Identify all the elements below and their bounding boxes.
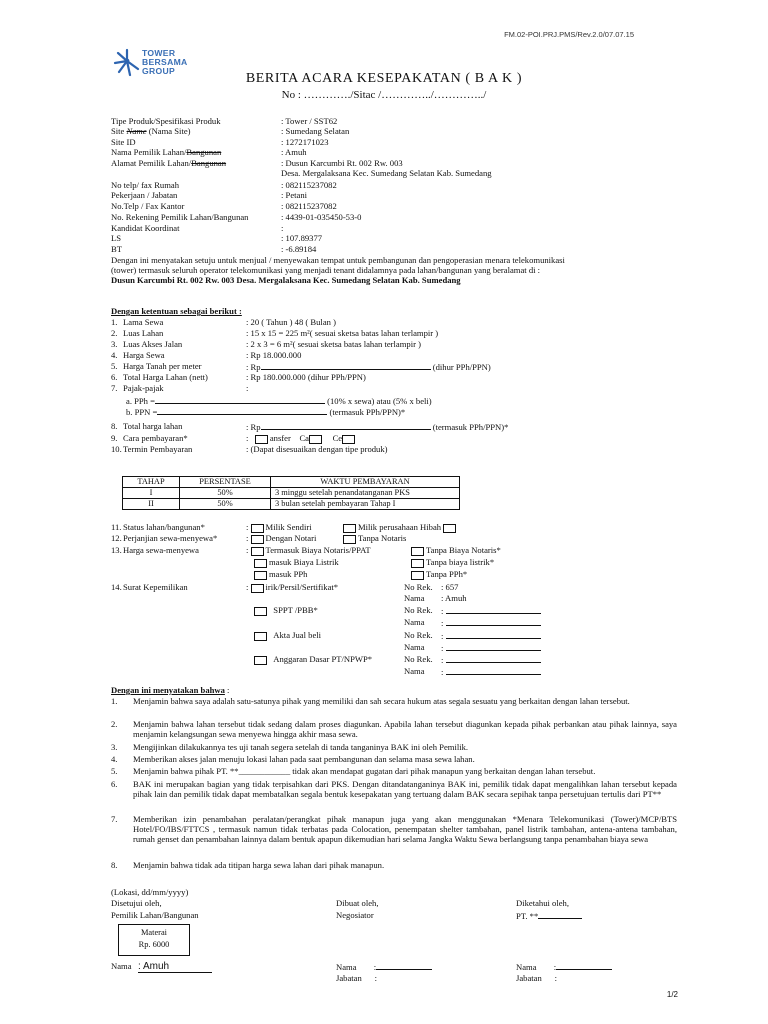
checkbox-label: SPPT /PBB* xyxy=(273,605,318,615)
acknowledger-role xyxy=(516,910,582,922)
document-code: FM.02-POI.PRJ.PMS/Rev.2.0/07.07.15 xyxy=(504,30,634,39)
term-value: : Rp xyxy=(246,362,261,372)
table-cell: 3 bulan setelah pembayaran Tahap I xyxy=(271,499,460,510)
term-label: Lama Sewa xyxy=(123,317,164,327)
blank-line[interactable] xyxy=(157,406,327,415)
field-value: : 082115237082 xyxy=(281,201,337,211)
blank-line[interactable] xyxy=(446,617,541,626)
option-label: Surat Kepemilikan xyxy=(123,582,188,592)
checkbox-label: Tanpa Notaris xyxy=(358,533,407,543)
creator-heading: Dibuat oleh, xyxy=(336,898,379,908)
field-label: Kandidat Koordinat xyxy=(111,223,180,233)
tanpa-notaris-checkbox[interactable] xyxy=(343,535,356,544)
place-date: (Lokasi, dd/mm/yyyy) xyxy=(111,887,189,897)
term-value: : 20 ( Tahun ) 48 ( Bulan ) xyxy=(246,317,336,327)
declaration-number: 3. xyxy=(111,742,118,752)
term-label: Harga Tanah per meter xyxy=(123,361,202,371)
field-value: : 082115237082 xyxy=(281,180,337,190)
table-cell: I xyxy=(123,488,180,499)
owner-name-row xyxy=(111,961,212,973)
payment-cek-checkbox[interactable] xyxy=(342,435,355,444)
checkbox-label: Tanpa PPh* xyxy=(426,569,468,579)
declaration-text: Mengijinkan dilakukannya tes uji tanah segera setelah di tanda tanganinya BAK ini oleh Pemilik. xyxy=(133,742,469,752)
option-label: Harga sewa-menyewa xyxy=(123,545,199,555)
blank-line[interactable] xyxy=(446,642,541,651)
page-number: 1/2 xyxy=(666,990,678,999)
table-row xyxy=(123,499,460,510)
option-label: Perjanjian sewa-menyewa* xyxy=(123,533,218,543)
field-label: Tipe Produk/Spesifikasi Produk xyxy=(111,116,221,126)
payment-cash-checkbox[interactable] xyxy=(309,435,322,444)
field-value: : -6.89184 xyxy=(281,244,317,254)
table-header: PERSENTASE xyxy=(180,477,271,488)
acknowledger-title-row xyxy=(516,973,557,984)
checkbox-label: Ca xyxy=(299,433,309,443)
option-number: 13. xyxy=(111,545,122,555)
option-checkbox[interactable] xyxy=(251,584,264,593)
option-checkbox[interactable] xyxy=(254,656,267,665)
blank-line[interactable] xyxy=(155,395,325,404)
field-label: Nama Pemilik Lahan/Bangunan xyxy=(111,147,222,157)
term-value: : Rp xyxy=(246,422,261,432)
doc-field-label: No Rek. xyxy=(404,582,433,592)
term-number: 9. xyxy=(111,433,118,443)
checkbox-label: Dengan Notari xyxy=(265,533,317,543)
field-value: : xyxy=(281,223,284,233)
option-checkbox[interactable] xyxy=(254,632,267,641)
doc-field-label: No Rek. xyxy=(404,654,433,664)
term-number: 2. xyxy=(111,328,118,338)
declaration-heading-row: Dengan ini menyatakan bahwa : xyxy=(111,685,230,695)
doc-field-value: : Amuh xyxy=(441,593,467,603)
title-label: Jabatan xyxy=(336,973,362,983)
option-label: Status lahan/bangunan* xyxy=(123,522,205,532)
ppn-suffix: (termasuk PPh/PPN)* xyxy=(329,407,406,417)
field-value: : Sumedang Selatan xyxy=(281,126,350,136)
term-value: : xyxy=(246,433,249,443)
term-suffix: (dihur PPh/PPN) xyxy=(432,362,491,372)
term-label: Pajak-pajak xyxy=(123,383,164,393)
declaration-text: Memberikan izin penambahan peralatan/perangkat pihak manapun juga yang akan menggunakan *Menara Telekomunikasi (Tower)/MCP/BTS Hotel/FO/IBS/FTTCS , termasuk namun tidak terbatas pada Colocation, penempatan shelter tambahan, panel listrik tambahan, antena-antena tambahan, rumah genset dan penambahan lainnya dalam bentuk apapun dikemudian hari selama Jangka Waktu Sewa berlangsung tanpa penambahan biaya sewa xyxy=(133,814,677,844)
declaration-item xyxy=(111,814,677,844)
declaration-number: 1. xyxy=(111,696,118,706)
field-value: Desa. Mergalaksana Kec. Sumedang Selatan Kab. Sumedang xyxy=(281,168,492,178)
intro-paragraph xyxy=(111,255,681,285)
declaration-number: 8. xyxy=(111,860,118,870)
term-number: 8. xyxy=(111,421,118,431)
field-label: No. Rekening Pemilik Lahan/Bangunan xyxy=(111,212,249,222)
doc-field-value: : xyxy=(441,618,444,628)
table-cell: 3 minggu setelah penandatanganan PKS xyxy=(271,488,460,499)
checkbox-label: Akta Jual beli xyxy=(273,630,322,640)
blank-line[interactable] xyxy=(261,421,431,430)
pph-label: a. PPh = xyxy=(126,396,155,406)
declaration-item xyxy=(111,766,677,776)
dengan-notaris-checkbox[interactable] xyxy=(251,535,264,544)
field-label: Pekerjaan / Jabatan xyxy=(111,190,178,200)
term-label: Total harga lahan xyxy=(123,421,183,431)
table-cell: 50% xyxy=(180,488,271,499)
doc-field-label: Nama xyxy=(404,666,425,676)
doc-field-label: Nama xyxy=(404,642,425,652)
colon: : xyxy=(554,973,558,983)
blank-line[interactable] xyxy=(446,654,541,663)
acknowledger-name-row xyxy=(516,961,612,973)
declaration-item xyxy=(111,742,677,752)
declaration-text: Menjamin bahwa tidak ada titipan harga sewa lahan dari pihak manapun. xyxy=(133,860,385,870)
checkbox-label: Tanpa biaya listrik* xyxy=(426,557,495,567)
field-value: : Dusun Karcumbi Rt. 002 Rw. 003 xyxy=(281,158,403,168)
blank-line[interactable] xyxy=(446,666,541,675)
declaration-number: 6. xyxy=(111,779,118,789)
checkbox-label: Tanpa Biaya Notaris* xyxy=(426,545,501,555)
checkbox-label: Termasuk Biaya Notaris/PPAT xyxy=(265,545,371,555)
declaration-text: Menjamin bahwa pihak PT. **____________ tidak akan mendapat gugatan dari pihak manapun yang berkaitan dengan lahan tersebut. xyxy=(133,766,596,776)
document-title: BERITA ACARA KESEPAKATAN ( B A K ) xyxy=(245,71,523,86)
approver-role: Pemilik Lahan/Bangunan xyxy=(111,910,199,920)
term-number: 4. xyxy=(111,350,118,360)
term-label: Cara pembayaran* xyxy=(123,433,188,443)
materai-amount: Rp. 6000 xyxy=(138,940,170,949)
terms-heading: Dengan ketentuan sebagai berikut : xyxy=(111,306,242,316)
field-label: Site Name (Nama Site) xyxy=(111,126,191,136)
term-value: : Rp 18.000.000 xyxy=(246,350,302,360)
field-value: : 4439-01-035450-53-0 xyxy=(281,212,362,222)
checkbox-label: Anggaran Dasar PT/NPWP* xyxy=(273,654,373,664)
acknowledger-heading: Diketahui oleh, xyxy=(516,898,569,908)
doc-field-value: : xyxy=(441,643,444,653)
checkbox-label: masuk PPh xyxy=(269,569,308,579)
doc-field-value: : xyxy=(441,631,444,641)
field-value: : 1272171023 xyxy=(281,137,329,147)
declaration-text: BAK ini merupakan bagian yang tidak terpisahkan dari PKS. Dengan ditandatanganinya BAK ini, pemilik tidak dapat mengalihkan lahan tersebut kepada pihak lain dan pemilik tidak dapat membatalkan segala bentuk kesepakatan yang tertuang dalam BAK secara sepihak tanpa persetujuan tertulis dari PT** xyxy=(133,779,677,799)
logo-line-2: BERSAMA xyxy=(142,57,188,67)
term-number: 6. xyxy=(111,372,118,382)
declaration-item xyxy=(111,860,677,870)
doc-field-value: : xyxy=(441,655,444,665)
pph-suffix: (10% x sewa) atau (5% x beli) xyxy=(327,396,432,406)
field-label: Site ID xyxy=(111,137,136,147)
option-checkbox[interactable] xyxy=(411,547,424,556)
term-number: 10. xyxy=(111,444,122,454)
term-number: 3. xyxy=(111,339,118,349)
declaration-text: Menjamin bahwa lahan tersebut tidak sedang dalam proses diagunkan. Apabila lahan tersebut diagunkan kepada pihak perbankan atau pihak lainnya, saya menjamin kelangsungan sewa menyewa hingga akhir masa sewa. xyxy=(133,719,677,739)
blank-line[interactable] xyxy=(446,605,541,614)
checkbox-label: irik/Persil/Sertifikat* xyxy=(265,582,339,592)
term-number: 7. xyxy=(111,383,118,393)
field-value: : Tower / SST62 xyxy=(281,116,338,126)
term-label: Harga Sewa xyxy=(123,350,165,360)
declaration-number: 5. xyxy=(111,766,118,776)
payment-transfer-checkbox[interactable] xyxy=(255,435,268,444)
colon: : xyxy=(373,962,377,972)
doc-field-value: : xyxy=(441,606,444,616)
intro-address: Dusun Karcumbi Rt. 002 Rw. 003 Desa. Mergalaksana Kec. Sumedang Selatan Kab. Sumedang xyxy=(111,275,461,285)
table-header-row xyxy=(123,477,460,488)
term-suffix: (termasuk PPh/PPN)* xyxy=(432,422,509,432)
option-checkbox[interactable] xyxy=(251,547,264,556)
option-checkbox[interactable] xyxy=(411,571,424,580)
term-value: : 15 x 15 = 225 m²( sesuai sketsa batas lahan terlampir ) xyxy=(246,328,439,338)
milik-perusahaan-checkbox[interactable] xyxy=(343,524,356,533)
term-label: Total Harga Lahan (nett) xyxy=(123,372,208,382)
creator-role: Negosiator xyxy=(336,910,374,920)
field-value: : Petani xyxy=(281,190,308,200)
blank-line[interactable] xyxy=(261,361,431,370)
milik-sendiri-checkbox[interactable] xyxy=(251,524,264,533)
field-value: : Amuh xyxy=(281,147,307,157)
materai-stamp-box xyxy=(118,924,190,956)
term-number: 5. xyxy=(111,361,118,371)
ppn-row xyxy=(126,406,405,416)
doc-field-label: No Rek. xyxy=(404,630,433,640)
table-row xyxy=(123,488,460,499)
colon: : xyxy=(553,962,557,972)
declaration-heading: Dengan ini menyatakan bahwa xyxy=(111,685,225,695)
blank-line[interactable] xyxy=(553,961,612,972)
name-label: Nama xyxy=(336,962,357,972)
document-number: No : …………./Sitac /…………../…………../ xyxy=(281,89,487,101)
doc-field-label: Nama xyxy=(404,617,425,627)
declaration-item xyxy=(111,779,677,799)
declaration-text: Memberikan akses jalan menuju lokasi lahan pada saat pembangunan dan selama masa sewa lahan. xyxy=(133,754,475,764)
colon: : xyxy=(374,973,378,983)
doc-field-value: : xyxy=(441,667,444,677)
declaration-text: Menjamin bahwa saya adalah satu-satunya pihak yang memiliki dan sah secara hukum atas segala sesuatu yang berkaitan dengan lahan tersebut. xyxy=(133,696,630,706)
term-label: Luas Akses Jalan xyxy=(123,339,183,349)
ppn-label: b. PPN = xyxy=(126,407,158,417)
option-number: 12. xyxy=(111,533,122,543)
term-value: : (Dapat disesuaikan dengan tipe produk) xyxy=(246,444,388,454)
checkbox-label: Ce xyxy=(332,433,343,443)
term-value: : 2 x 3 = 6 m²( sesuai sketsa batas lahan terlampir ) xyxy=(246,339,421,349)
blank-line[interactable] xyxy=(373,961,432,972)
payment-schedule-table xyxy=(122,476,460,510)
declaration-item xyxy=(111,719,677,739)
doc-field-value: : 657 xyxy=(441,582,459,592)
option-number: 14. xyxy=(111,582,122,592)
title-label: Jabatan xyxy=(516,973,542,983)
term-number: 1. xyxy=(111,317,118,327)
intro-line-2: (tower) termasuk seluruh operator telekomunikasi yang menjadi tenant didalamnya pada lahan/bangunan yang beralamat di : xyxy=(111,265,541,275)
logo-line-3: GROUP xyxy=(142,66,176,76)
checkbox-label: ansfer xyxy=(269,433,291,443)
table-header: TAHAP xyxy=(123,477,180,488)
field-label: BT xyxy=(111,244,122,254)
term-label: Luas Lahan xyxy=(123,328,164,338)
field-label: No.Telp / Fax Kantor xyxy=(111,201,185,211)
blank-line[interactable] xyxy=(446,630,541,639)
approver-heading: Disetujui oleh, xyxy=(111,898,162,908)
logo-line-1: TOWER xyxy=(142,48,176,58)
pph-row xyxy=(126,395,432,405)
declaration-number: 4. xyxy=(111,754,118,764)
field-label: Alamat Pemilik Lahan/Bangunan xyxy=(111,158,227,168)
intro-line-1: Dengan ini menyatakan setuju untuk menjual / menyewakan tempat untuk pembangunan dan pengoperasian menara telekomunikasi xyxy=(111,255,565,265)
table-header: WAKTU PEMBAYARAN xyxy=(271,477,460,488)
option-checkbox[interactable] xyxy=(254,607,267,616)
option-checkbox[interactable] xyxy=(254,571,267,580)
declaration-number: 2. xyxy=(111,719,118,729)
name-label: Nama xyxy=(111,961,132,971)
acknowledger-company: PT. ** xyxy=(516,911,539,921)
table-cell: II xyxy=(123,499,180,510)
owner-name-value[interactable]: : Amuh xyxy=(138,962,212,973)
term-value: : xyxy=(246,383,249,393)
checkbox-label: masuk Biaya Listrik xyxy=(269,557,339,567)
option-checkbox[interactable] xyxy=(254,559,267,568)
doc-field-label: No Rek. xyxy=(404,605,433,615)
declaration-item xyxy=(111,696,677,706)
field-value: : 107.89377 xyxy=(281,233,323,243)
blank-line[interactable] xyxy=(538,910,582,919)
option-number: 11. xyxy=(111,522,122,532)
name-label: Nama xyxy=(516,962,537,972)
declaration-item xyxy=(111,754,677,764)
option-checkbox[interactable] xyxy=(411,559,424,568)
table-cell: 50% xyxy=(180,499,271,510)
term-label: Termin Pembayaran xyxy=(123,444,193,454)
checkbox-label: Milik perusahaan Hibah xyxy=(358,522,442,532)
checkbox-label: Milik Sendiri xyxy=(265,522,312,532)
field-label: LS xyxy=(111,233,122,243)
materai-label: Materai xyxy=(140,928,168,937)
term-value: : Rp 180.000.000 (dihur PPh/PPN) xyxy=(246,372,366,382)
declaration-number: 7. xyxy=(111,814,118,824)
hibah-checkbox[interactable] xyxy=(443,524,456,533)
doc-field-label: Nama xyxy=(404,593,425,603)
field-label: No telp/ fax Rumah xyxy=(111,180,180,190)
creator-name-row xyxy=(336,961,432,973)
creator-title-row xyxy=(336,973,377,984)
